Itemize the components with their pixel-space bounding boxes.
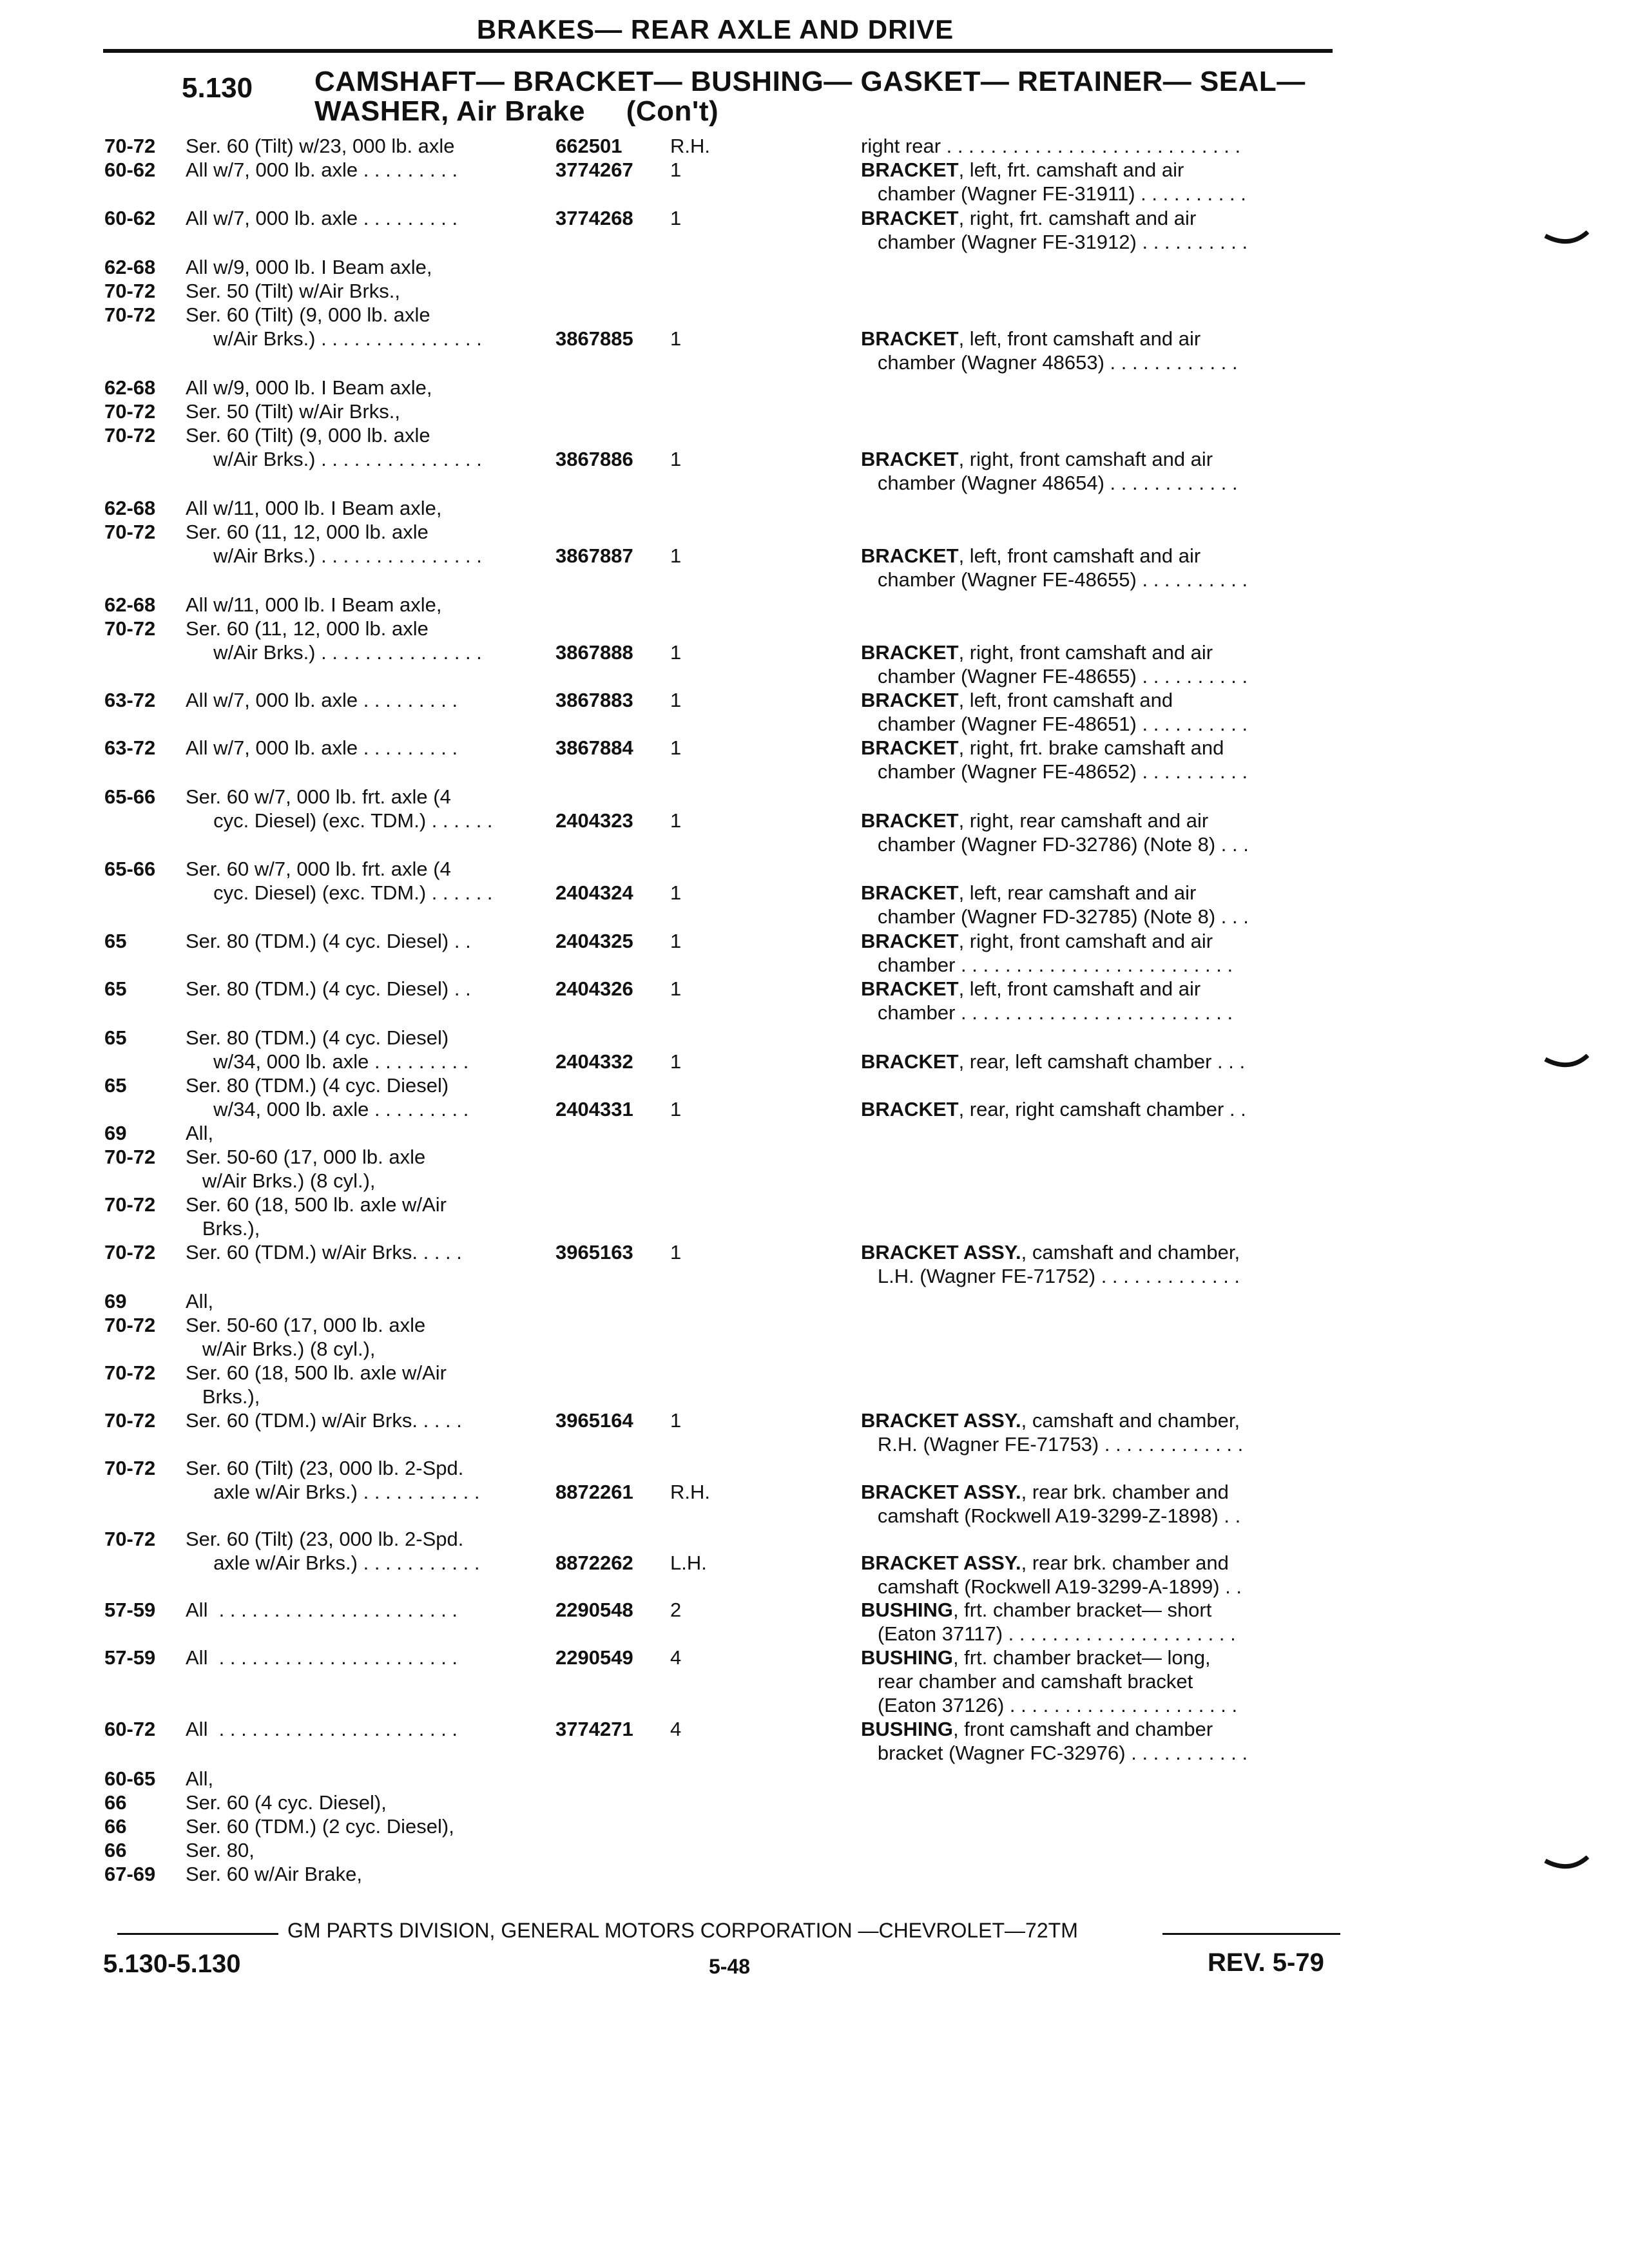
part-number: 2404326 [555,977,633,1000]
part-description-detail: , left, rear camshaft and air chamber (Wagner FD-32785) (Note 8) . . . [877,881,1249,928]
part-description-detail: , rear brk. chamber and camshaft (Rockwell A19-3299-Z-1898) . . [877,1481,1241,1527]
part-description [861,1408,1338,1456]
application-text: All w/11, 000 lb. I Beam axle, Ser. 60 (11, 12, 000 lb. axle w/Air Brks.) . . . . . . . . . . . . . . . [186,593,482,664]
model-years: 70-72 [104,1457,156,1479]
part-description-detail: , rear, left camshaft chamber . . . [958,1050,1246,1073]
part-number: 2404324 [555,881,633,904]
model-years: 60-62 [104,159,156,181]
application-text: All w/7, 000 lb. axle . . . . . . . . . [186,207,458,229]
quantity: 1 [670,1409,682,1432]
part-description-name: BUSHING [861,1599,953,1621]
part-description [861,809,1338,856]
header-rule [103,49,1333,53]
model-years: 65 [104,930,127,952]
margin-mark-3 [1544,1856,1589,1870]
part-description [861,206,1338,254]
model-years: 62-68 70-72 [104,593,156,640]
application-text: All w/11, 000 lb. I Beam axle, Ser. 60 (11, 12, 000 lb. axle w/Air Brks.) . . . . . . . . . . . . . . . [186,497,482,567]
application-text: All w/7, 000 lb. axle . . . . . . . . . [186,736,458,759]
model-years: 65 [104,1074,127,1097]
quantity: 1 [670,327,682,350]
part-description-detail: , front camshaft and chamber bracket (Wagner FC-32976) . . . . . . . . . . . [877,1718,1248,1764]
application-text: Ser. 80 (TDM.) (4 cyc. Diesel) w/34, 000 lb. axle . . . . . . . . . [186,1074,469,1120]
part-number: 2404323 [555,809,633,832]
part-description-name: BRACKET [861,207,959,229]
part-description [861,1646,1338,1717]
part-number: 3774267 [555,159,633,181]
footer-section-range: 5.130-5.130 [103,1950,241,1978]
footer-rule-left [117,1933,278,1935]
part-description-name: BRACKET ASSY. [861,1481,1021,1503]
part-description-name: BRACKET ASSY. [861,1552,1021,1574]
quantity: 1 [670,930,682,952]
part-description-name: BRACKET ASSY. [861,1241,1021,1264]
quantity: 1 [670,1241,682,1264]
application-text: All . . . . . . . . . . . . . . . . . . . . . . [186,1646,458,1669]
quantity: 2 [670,1599,682,1621]
part-description [861,881,1338,928]
part-description [861,447,1338,495]
part-number: 3774268 [555,207,633,229]
model-years: 60-72 [104,1718,156,1740]
part-description [861,688,1338,736]
model-years: 60-65 66 66 66 67-69 [104,1767,156,1885]
part-description [861,1717,1338,1765]
part-description [861,977,1338,1024]
part-number: 3867887 [555,544,633,567]
part-number: 3965164 [555,1409,633,1432]
part-number: 662501 [555,135,622,157]
application-text: All w/7, 000 lb. axle . . . . . . . . . [186,689,458,711]
part-description-name: BRACKET [861,1098,959,1120]
part-description-detail: , left, front camshaft and air chamber (Wagner 48653) . . . . . . . . . . . . [877,327,1238,374]
model-years: 60-62 [104,207,156,229]
application-text: Ser. 60 (Tilt) (23, 000 lb. 2-Spd. axle w/Air Brks.) . . . . . . . . . . . [186,1457,480,1503]
quantity: 1 [670,544,682,567]
model-years: 65-66 [104,858,156,880]
quantity: 1 [670,977,682,1000]
part-description-name: BRACKET [861,881,959,904]
part-description-name: BRACKET [861,1050,959,1073]
part-description-name: BRACKET [861,930,959,952]
model-years: 63-72 [104,736,156,759]
part-description-detail: , frt. chamber bracket— long, rear chamber and camshaft bracket (Eaton 37126) . . . . . . . . . . . . . . . . . . . . . [877,1646,1238,1716]
model-years: 69 70-72 70-72 70-72 [104,1122,156,1264]
quantity: L.H. [670,1552,707,1574]
quantity: 1 [670,159,682,181]
part-number: 8872261 [555,1481,633,1503]
quantity: 1 [670,881,682,904]
part-number: 2290548 [555,1599,633,1621]
part-number: 2404325 [555,930,633,952]
part-description-detail: , right, frt. camshaft and air chamber (Wagner FE-31912) . . . . . . . . . . [877,207,1248,253]
model-years: 57-59 [104,1599,156,1621]
quantity: 1 [670,448,682,470]
model-years: 57-59 [104,1646,156,1669]
model-years: 65 [104,1026,127,1049]
part-description [861,736,1338,783]
part-description-name: BRACKET [861,544,959,567]
application-text: Ser. 60 w/7, 000 lb. frt. axle (4 cyc. Diesel) (exc. TDM.) . . . . . . [186,858,493,904]
model-years: 62-68 70-72 70-72 [104,256,156,326]
part-description-name: BRACKET [861,809,959,832]
part-description-name: BRACKET [861,327,959,350]
model-years: 63-72 [104,689,156,711]
model-years: 62-68 70-72 70-72 [104,376,156,447]
part-description [861,158,1338,206]
part-description [861,327,1338,374]
part-description [861,1480,1338,1528]
part-number: 3867888 [555,641,633,664]
quantity: 1 [670,1050,682,1073]
part-number: 3867886 [555,448,633,470]
margin-mark-1 [1544,231,1589,245]
part-description-detail: , left, front camshaft and air chamber (Wagner FE-48655) . . . . . . . . . . [877,544,1248,591]
part-description-name: BRACKET [861,977,959,1000]
model-years: 62-68 70-72 [104,497,156,543]
part-number: 8872262 [555,1552,633,1574]
part-description-detail: , left, front camshaft and air chamber . . . . . . . . . . . . . . . . . . . . . . . . . [877,977,1233,1024]
part-description [861,134,1338,158]
part-number: 3867883 [555,689,633,711]
model-years: 65-66 [104,785,156,808]
part-description-detail: , frt. chamber bracket— short (Eaton 37117) . . . . . . . . . . . . . . . . . . . . . [877,1599,1236,1645]
application-text: All, Ser. 60 (4 cyc. Diesel), Ser. 60 (TDM.) (2 cyc. Diesel), Ser. 80, Ser. 60 w/Air Brake, [186,1767,454,1885]
part-number: 3965163 [555,1241,633,1264]
section-title-line-2: WASHER, Air Brake (Con't) [314,95,719,127]
part-number: 3774271 [555,1718,633,1740]
part-description-name: BUSHING [861,1646,953,1669]
quantity: 4 [670,1646,682,1669]
part-description [861,1050,1338,1073]
quantity: R.H. [670,1481,710,1503]
quantity: 1 [670,809,682,832]
part-description [861,929,1338,977]
page-header-title: BRAKES— REAR AXLE AND DRIVE [476,14,954,44]
footer-revision: REV. 5-79 [1208,1948,1324,1977]
part-description-name: BUSHING [861,1718,953,1740]
application-text: All, Ser. 50-60 (17, 000 lb. axle w/Air Brks.) (8 cyl.), Ser. 60 (18, 500 lb. axle w/Air Brks.), Ser. 60 (TDM.) w/Air Brks. . . . . [186,1122,462,1264]
quantity: 1 [670,207,682,229]
application-text: Ser. 80 (TDM.) (4 cyc. Diesel) w/34, 000 lb. axle . . . . . . . . . [186,1026,469,1073]
part-description-detail: , right, front camshaft and air chamber . . . . . . . . . . . . . . . . . . . . . . . . . [877,930,1233,976]
application-text: All, Ser. 50-60 (17, 000 lb. axle w/Air Brks.) (8 cyl.), Ser. 60 (18, 500 lb. axle w/Air Brks.), Ser. 60 (TDM.) w/Air Brks. . . . . [186,1290,462,1432]
part-description-detail: , right, frt. brake camshaft and chamber (Wagner FE-48652) . . . . . . . . . . [877,736,1248,783]
application-text: All w/9, 000 lb. I Beam axle, Ser. 50 (Tilt) w/Air Brks., Ser. 60 (Tilt) (9, 000 lb. axle w/Air Brks.) . . . . . . . . . . . . . . . [186,256,482,350]
part-number: 2290549 [555,1646,633,1669]
model-years: 65 [104,977,127,1000]
application-text: Ser. 80 (TDM.) (4 cyc. Diesel) . . [186,930,471,952]
application-text: Ser. 60 w/7, 000 lb. frt. axle (4 cyc. Diesel) (exc. TDM.) . . . . . . [186,785,493,832]
part-description-detail: right rear . . . . . . . . . . . . . . . . . . . . . . . . . . . [861,135,1241,157]
quantity: 4 [670,1718,682,1740]
part-description [861,544,1338,591]
part-description-detail: , camshaft and chamber, L.H. (Wagner FE-71752) . . . . . . . . . . . . . [877,1241,1240,1287]
part-description-name: BRACKET [861,159,959,181]
part-description-detail: , right, front camshaft and air chamber (Wagner FE-48655) . . . . . . . . . . [877,641,1248,687]
quantity: 1 [670,736,682,759]
application-text: All w/7, 000 lb. axle . . . . . . . . . [186,159,458,181]
section-number: 5.130 [182,72,253,104]
part-number: 3867884 [555,736,633,759]
part-description-detail: , right, rear camshaft and air chamber (Wagner FD-32786) (Note 8) . . . [877,809,1249,856]
part-description-name: BRACKET [861,641,959,664]
part-description-name: BRACKET [861,448,959,470]
application-text: All . . . . . . . . . . . . . . . . . . . . . . [186,1718,458,1740]
section-title-line-1: CAMSHAFT— BRACKET— BUSHING— GASKET— RETAINER— SEAL— [314,66,1306,97]
quantity: 1 [670,1098,682,1120]
part-description-name: BRACKET [861,736,959,759]
quantity: R.H. [670,135,710,157]
part-description [861,1551,1338,1599]
part-description-detail: , rear, right camshaft chamber . . [958,1098,1246,1120]
application-text: All . . . . . . . . . . . . . . . . . . . . . . [186,1599,458,1621]
part-number: 2404331 [555,1098,633,1120]
margin-mark-2 [1544,1054,1589,1068]
part-description [861,1097,1338,1121]
application-text: All w/9, 000 lb. I Beam axle, Ser. 50 (Tilt) w/Air Brks., Ser. 60 (Tilt) (9, 000 lb. axle w/Air Brks.) . . . . . . . . . . . . . . . [186,376,482,470]
footer-corporation: GM PARTS DIVISION, GENERAL MOTORS CORPORATION —CHEVROLET—72TM [287,1919,1078,1942]
part-description [861,1598,1338,1646]
part-description [861,1240,1338,1288]
part-description-detail: , camshaft and chamber, R.H. (Wagner FE-71753) . . . . . . . . . . . . . [877,1409,1244,1456]
application-text: Ser. 80 (TDM.) (4 cyc. Diesel) . . [186,977,471,1000]
quantity: 1 [670,641,682,664]
part-number: 2404332 [555,1050,633,1073]
section-title [314,67,1306,126]
application-text: Ser. 60 (Tilt) w/23, 000 lb. axle [186,135,455,157]
part-description [861,640,1338,688]
application-text: Ser. 60 (Tilt) (23, 000 lb. 2-Spd. axle w/Air Brks.) . . . . . . . . . . . [186,1528,480,1574]
part-description-detail: , right, front camshaft and air chamber (Wagner 48654) . . . . . . . . . . . . [877,448,1238,494]
model-years: 70-72 [104,135,156,157]
footer-page-number: 5-48 [709,1955,751,1978]
footer-rule-right [1162,1933,1340,1935]
part-description-name: BRACKET ASSY. [861,1409,1021,1432]
part-description-detail: , left, front camshaft and chamber (Wagner FE-48651) . . . . . . . . . . [877,689,1248,735]
model-years: 69 70-72 70-72 70-72 [104,1290,156,1432]
part-number: 3867885 [555,327,633,350]
part-description-detail: , left, frt. camshaft and air chamber (Wagner FE-31911) . . . . . . . . . . [877,159,1246,205]
model-years: 70-72 [104,1528,156,1550]
part-description-name: BRACKET [861,689,959,711]
part-description-detail: , rear brk. chamber and camshaft (Rockwell A19-3299-A-1899) . . [877,1552,1242,1598]
quantity: 1 [670,689,682,711]
